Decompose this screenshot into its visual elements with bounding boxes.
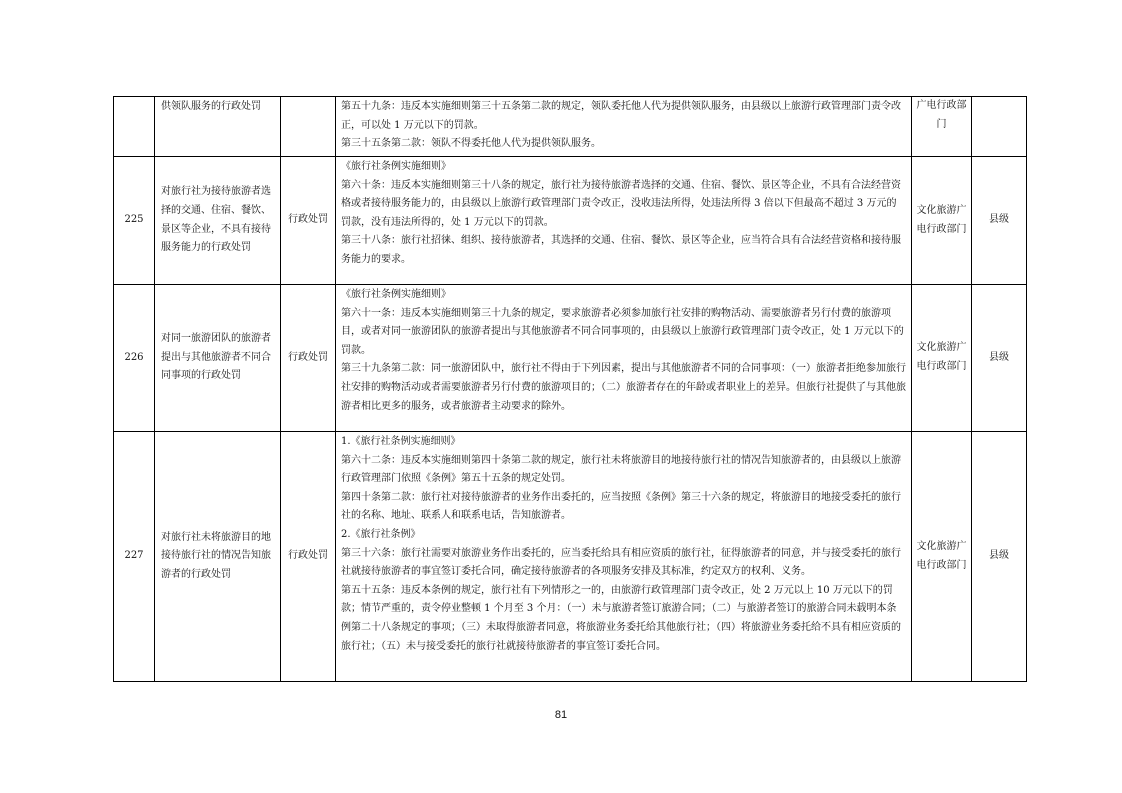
item-name: 供领队服务的行政处罚 <box>155 97 281 157</box>
row-number <box>114 97 155 157</box>
basis-line: 1.《旅行社条例实施细则》 <box>341 436 461 447</box>
table-row <box>114 432 1027 682</box>
basis-line: 第三十九条第二款：同一旅游团队中，旅行社不得由于下列因素，提出与其他旅游者不同的合同事项：（一）旅游者拒绝参加旅行社安排的购物活动或者需要旅游者另行付费的旅游项目的；（二）旅游者存在的年龄或者职业上的差异。但旅行社提供了与其他旅游者相比更多的服务，或者旅游者主动要求的除外。 <box>341 363 906 412</box>
item-name: 对旅行社为接待旅游者选择的交通、住宿、餐饮、景区等企业，不具有接待服务能力的行政处罚 <box>155 157 281 285</box>
legal-basis <box>336 432 912 682</box>
basis-line: 《旅行社条例实施细则》 <box>341 161 451 172</box>
level <box>972 97 1027 157</box>
basis-line: 第六十条：违反本实施细则第三十八条的规定，旅行社为接待旅游者选择的交通、住宿、餐饮、景区等企业，不具有合法经营资格或者接待服务能力的，由县级以上旅游行政管理部门责令改正，没收违法所得，处违法所得 3 倍以下但最高不超过 3 万元的罚款，没有违法所得的，处 1 万元以下的罚款。 <box>341 179 901 228</box>
department: 文化旅游广电行政部门 <box>912 157 972 285</box>
basis-line: 2.《旅行社条例》 <box>341 528 421 540</box>
item-kind: 行政处罚 <box>281 157 336 285</box>
level: 县级 <box>972 157 1027 285</box>
department: 文化旅游广电行政部门 <box>912 432 972 682</box>
item-name: 对同一旅游团队的旅游者提出与其他旅游者不同合同事项的行政处罚 <box>155 285 281 432</box>
basis-line: 第三十八条：旅行社招徕、组织、接待旅游者，其选择的交通、住宿、餐饮、景区等企业，应当符合具有合法经营资格和接待服务能力的要求。 <box>341 235 901 265</box>
department: 文化旅游广电行政部门 <box>912 285 972 432</box>
basis-line: 第四十条第二款：旅行社对接待旅游者的业务作出委托的，应当按照《条例》第三十六条的规定，将旅游目的地接受委托的旅行社的名称、地址、联系人和联系电话，告知旅游者。 <box>341 491 901 522</box>
legal-basis <box>336 97 912 157</box>
row-number: 227 <box>114 432 155 682</box>
legal-basis <box>336 157 912 285</box>
basis-line: 《旅行社条例实施细则》 <box>341 289 451 300</box>
table-row <box>114 157 1027 285</box>
row-number: 225 <box>114 157 155 285</box>
item-kind: 行政处罚 <box>281 285 336 432</box>
page-number: 81 <box>554 709 568 721</box>
level: 县级 <box>972 432 1027 682</box>
table-row <box>114 285 1027 432</box>
basis-line: 第三十五条第二款：领队不得委托他人代为提供领队服务。 <box>341 138 601 150</box>
row-number: 226 <box>114 285 155 432</box>
basis-line: 第五十九条：违反本实施细则第三十五条第二款的规定，领队委托他人代为提供领队服务，由县级以上旅游行政管理部门责令改正，可以处 1 万元以下的罚款。 <box>341 101 901 131</box>
basis-line: 第三十六条：旅行社需要对旅游业务作出委托的，应当委托给具有相应资质的旅行社，征得旅游者的同意，并与接受委托的旅行社就接待旅游者的事宜签订委托合同，确定接待旅游者的各项服务安排及其标准，约定双方的权利、义务。 <box>341 547 901 578</box>
item-name: 对旅行社未将旅游目的地接待旅行社的情况告知旅游者的行政处罚 <box>155 432 281 682</box>
level: 县级 <box>972 285 1027 432</box>
department: 广电行政部门 <box>912 97 972 157</box>
penalty-table <box>113 96 1027 682</box>
basis-line: 第五十五条：违反本条例的规定，旅行社有下列情形之一的，由旅游行政管理部门责令改正，处 2 万元以上 10 万元以下的罚款；情节严重的，责令停业整顿 1 个月至 3 个月：（一）未与旅游者签订旅游合同；（二）与旅游者签订的旅游合同未载明本条例第二十八条规定的事项；（三）未取得旅游者同意，将旅游业务委托给其他旅行社；（四）将旅游业务委托给不具有相应资质的旅行社；（五）未与接受委托的旅行社就接待旅游者的事宜签订委托合同。 <box>341 584 901 652</box>
basis-line: 第六十二条：违反本实施细则第四十条第二款的规定，旅行社未将旅游目的地接待旅行社的情况告知旅游者的，由县级以上旅游行政管理部门依照《条例》第五十五条的规定处罚。 <box>341 454 901 485</box>
table-row <box>114 97 1027 157</box>
legal-basis <box>336 285 912 432</box>
item-kind <box>281 97 336 157</box>
item-kind: 行政处罚 <box>281 432 336 682</box>
basis-line: 第六十一条：违反本实施细则第三十九条的规定，要求旅游者必须参加旅行社安排的购物活动、需要旅游者另行付费的旅游项目，或者对同一旅游团队的旅游者提出与其他旅游者不同合同事项的，由县级以上旅游行政管理部门责令改正，处 1 万元以下的罚款。 <box>341 307 904 356</box>
